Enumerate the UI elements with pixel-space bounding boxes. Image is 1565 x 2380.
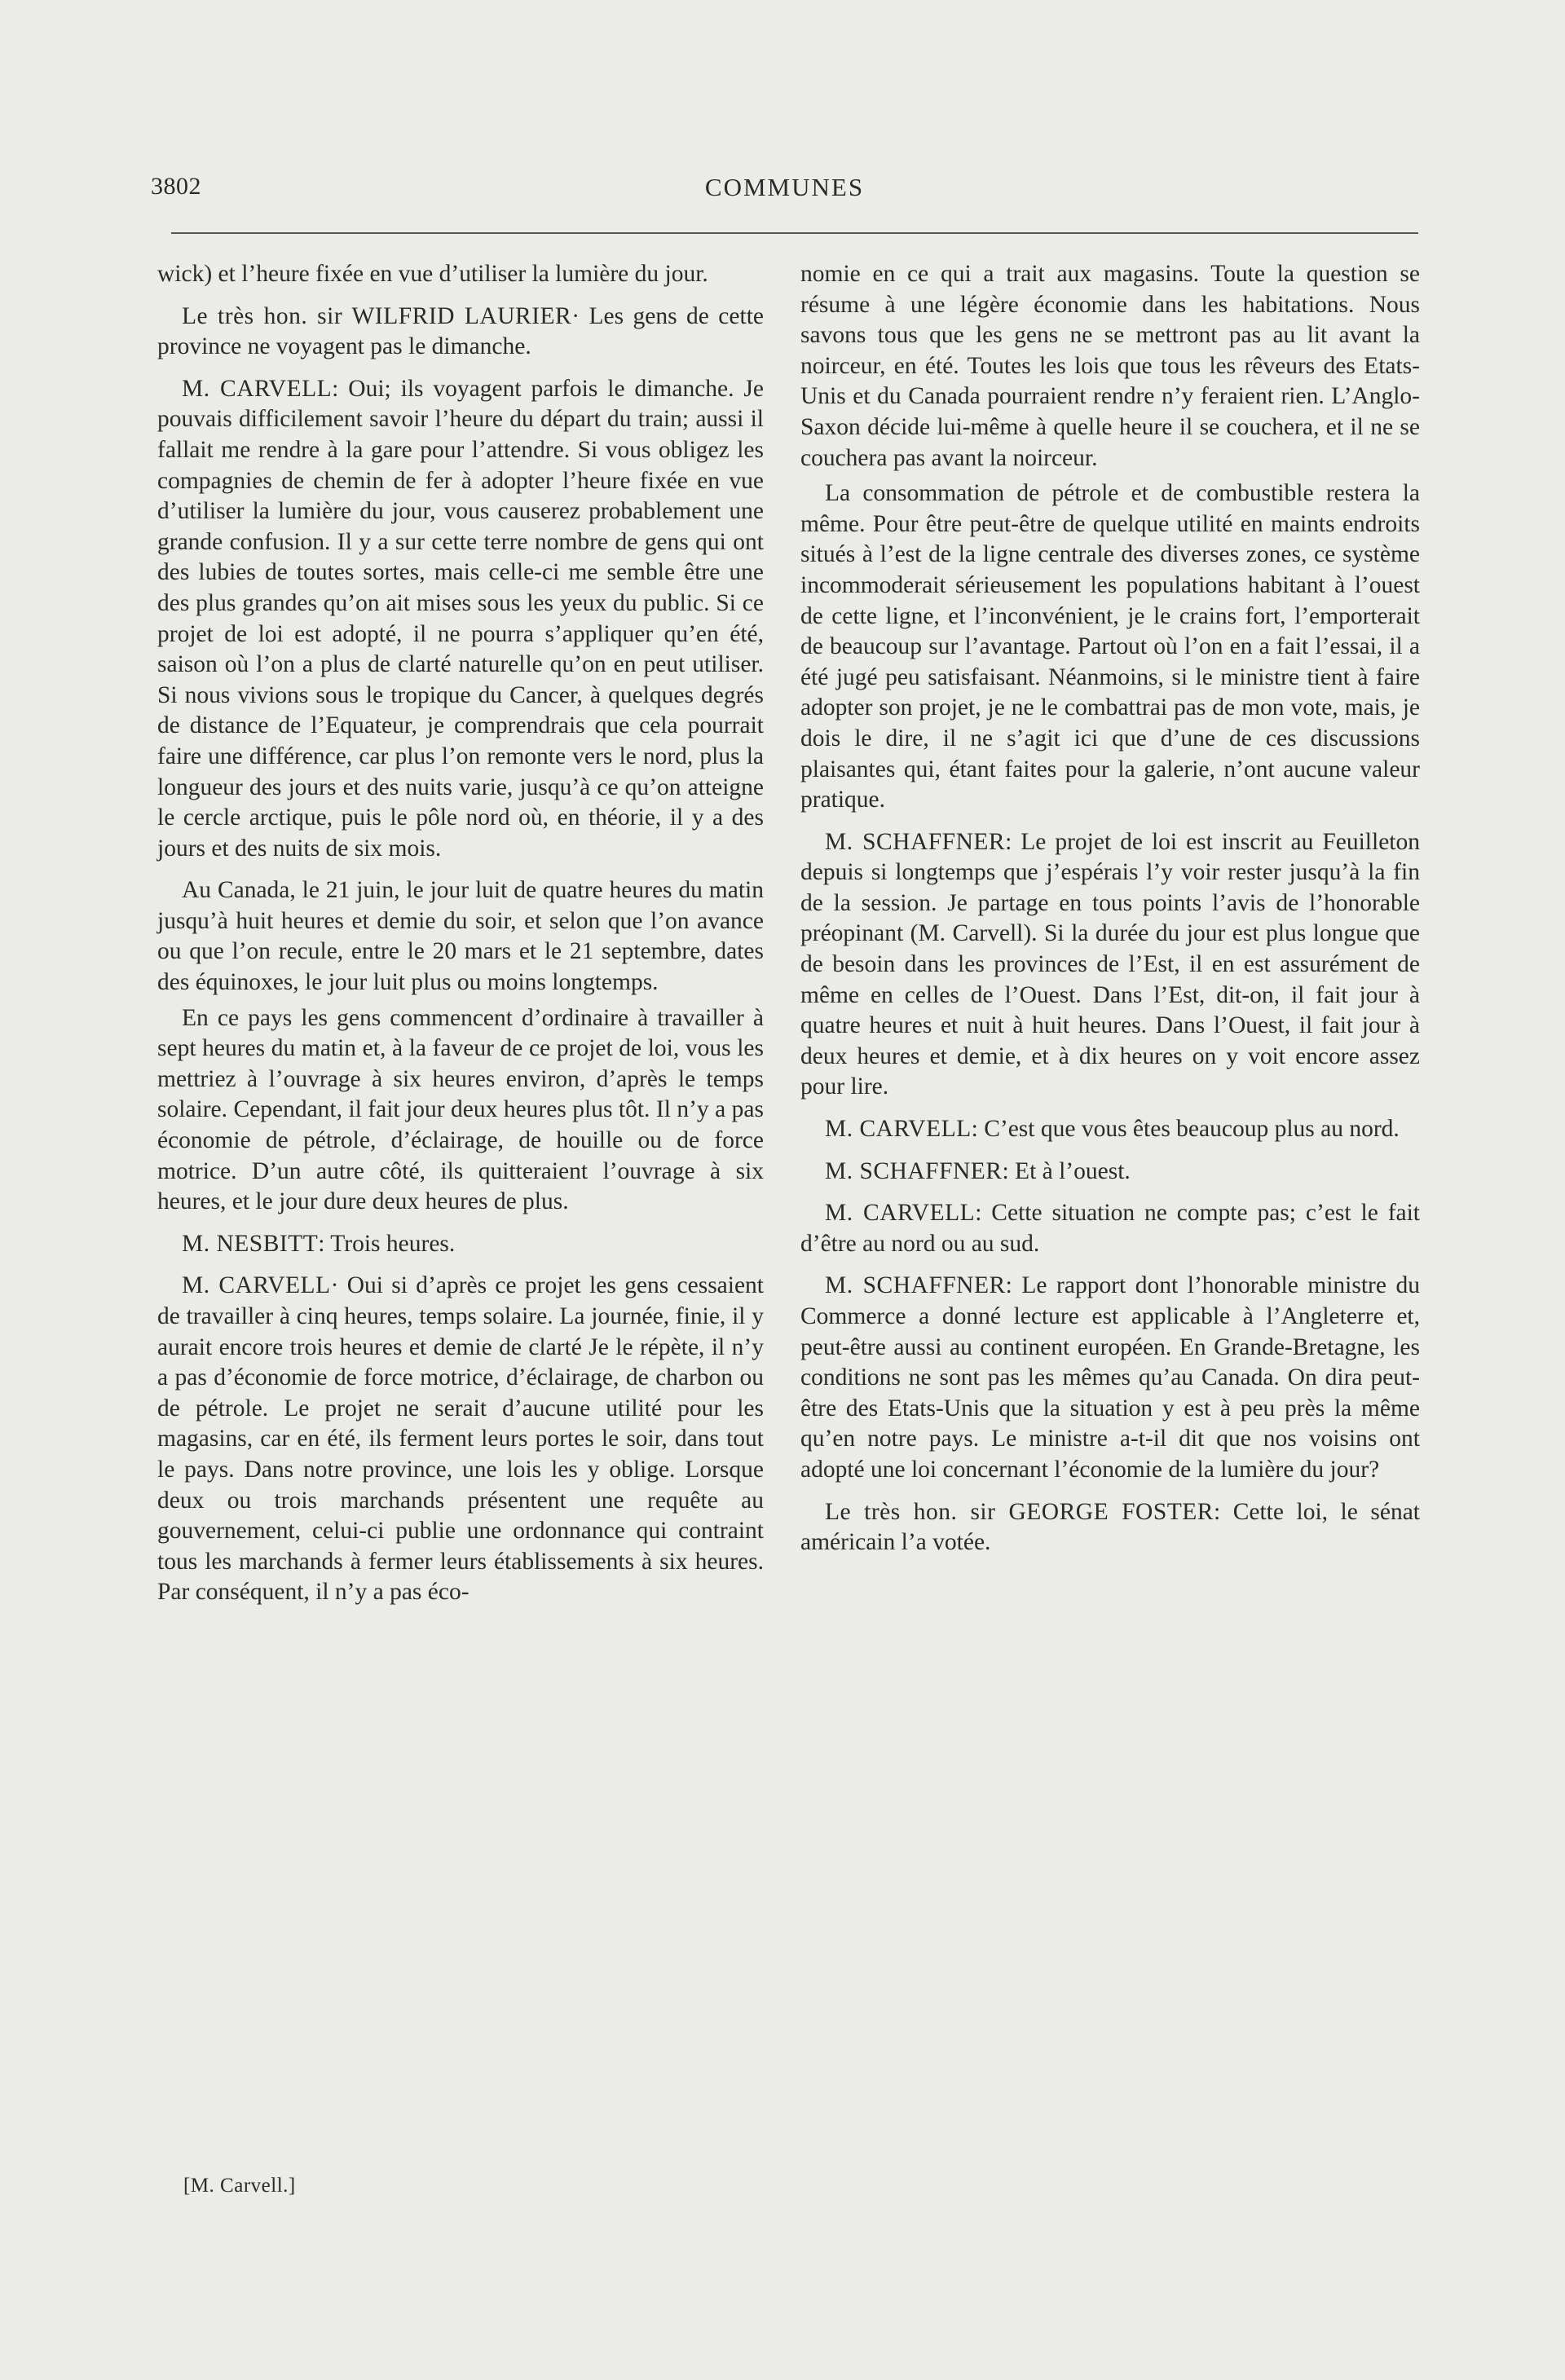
paragraph-text: · Oui si d’après ce projet les gens cessaient de travailler à cinq heures, temps solaire. La journée, finie, il y aurait encore trois heures et demie de clarté Je le répète, il n’y a pas d’économie de force motrice, d’éclairage, de charbon ou de pétrole. Le projet ne serait d’aucune utilité pour les magasins, car en été, ils ferment leurs portes le soir, dans tout le pays. Dans notre province, une lois les y oblige. Lorsque deux ou trois marchands présentent une requête au gouvernement, celui-ci publie une ordonnance qui contraint tous les marchands à fermer leurs établissements à six heures. Par conséquent, il n’y a pas éco- — [157, 1272, 765, 1606]
paragraph-text: : Le projet de loi est inscrit au Feuilleton depuis si longtemps que j’espérais l’y voir rester jusqu’à la fin de la session. Je partage en tous points l’avis de l’honorable préopinant (M. Carvell). Si la durée du jour est plus longue que de besoin dans les provinces de l’Est, il en est assurément de même en celles de l’Ouest. Dans l’Est, dit-on, il fait jour à quatre heures et nuit à huit heures. Dans l’Ouest, il fait jour à deux heures et demie, et à dix heures on y voit encore assez pour lire. — [800, 828, 1420, 1100]
paragraph-text: En ce pays les gens commencent d’ordinaire à travailler à sept heures du matin et, à la faveur de ce projet de loi, vous les mettriez à l’ouvrage à six heures environ, d’après le temps solaire. Cependant, il fait jour deux heures plus tôt. Il n’y a pas économie de pétrole, d’éclairage, de houille ou de force motrice. D’un autre côté, ils quitteraient l’ouvrage à six heures, et le jour dure deux heures de plus. — [157, 1004, 764, 1215]
paragraph — [800, 1271, 1420, 1485]
paragraph-text: · Les gens de cette province ne voyagent pas le dimanche. — [157, 302, 764, 360]
paragraph — [800, 827, 1420, 1103]
paragraph-text: nomie en ce qui a trait aux magasins. Toute la question se résume à une légère économie dans les habitations. Nous savons tous que les gens ne se mettront pas au lit avant la noirceur, en été. Toutes les lois que tous les rêveurs des Etats-Unis et du Canada pourraient rendre n’y feraient rien. L’Anglo-Saxon décide lui-même à quelle heure il se couchera, et il ne se couchera pas avant la noirceur. — [800, 261, 1420, 471]
paragraph — [800, 1198, 1420, 1259]
paragraph-text: wick) et l’heure fixée en vue d’utiliser la lumière du jour. — [157, 261, 708, 287]
paragraph — [800, 1497, 1420, 1558]
speaker-name: M. CARVELL — [825, 1116, 972, 1143]
speaker-name: M. CARVELL — [182, 1272, 331, 1299]
speaker-name: M. SCHAFFNER — [825, 828, 1006, 855]
paragraph — [157, 1003, 764, 1218]
speaker-name: M. SCHAFFNER — [825, 1272, 1006, 1299]
header-rule — [171, 232, 1418, 234]
speaker-name: M. CARVELL — [182, 375, 333, 402]
speaker-name: Le très hon. sir GEORGE FOSTER — [825, 1498, 1214, 1525]
left-column — [157, 259, 764, 1620]
paragraph — [157, 875, 764, 998]
page-number: 3802 — [151, 173, 201, 200]
paragraph — [157, 302, 764, 363]
paragraph-text: : Cette situation ne compte pas; c’est le fait d’être au nord ou au sud. — [800, 1200, 1421, 1257]
paragraph — [800, 1114, 1420, 1145]
paragraph — [800, 1157, 1420, 1188]
paragraph-text: : Et à l’ouest. — [1002, 1157, 1131, 1184]
paragraph-text: : Cette loi, le sénat américain l’a votée. — [800, 1498, 1421, 1556]
running-title: COMMUNES — [704, 173, 865, 201]
speaker-name: M. SCHAFFNER — [825, 1157, 1003, 1184]
right-column — [800, 259, 1420, 1570]
paragraph — [157, 1271, 764, 1608]
speaker-name: M. CARVELL — [825, 1200, 976, 1227]
paragraph — [157, 374, 764, 865]
paragraph — [157, 1229, 764, 1260]
page-header — [151, 173, 1418, 205]
paragraph — [157, 259, 764, 290]
paragraph-text: Au Canada, le 21 juin, le jour luit de quatre heures du matin jusqu’à huit heures et demie du soir, et selon que l’on avance ou que l’on recule, entre le 20 mars et le 21 septembre, dates des équinoxes, le jour luit plus ou moins longtemps. — [157, 877, 764, 996]
paragraph-text: : Oui; ils voyagent parfois le dimanche. Je pouvais difficilement savoir l’heure du départ du train; aussi il fallait me rendre à la gare pour l’attendre. Si vous obligez les compagnies de chemin de fer à adopter l’heure fixée en vue d’utiliser la lumière du jour, vous causerez probablement une grande confusion. Il y a sur cette terre nombre de gens qui ont des lubies de toutes sortes, mais celle-ci me semble être une des plus grandes qu’on ait mises sous les yeux du public. Si ce projet de loi est adopté, il ne pourra s’appliquer qu’en été, saison où l’on a plus de clarté naturelle qu’on en peut utiliser. Si nous vivions sous le tropique du Cancer, à quelques degrés de distance de l’Equateur, je comprendrais que cela pourrait faire une différence, car plus l’on remonte vers le nord, plus la longueur des jours et des nuits varie, jusqu’à ce qu’on atteigne le cercle arctique, puis le pôle nord où, en théorie, il y a des jours et des nuits de six mois. — [157, 375, 764, 862]
paragraph-text: La consommation de pétrole et de combustible restera la même. Pour être peut-être de quelque utilité en maints endroits situés à l’est de la ligne centrale des diverses zones, ce système incommoderait sérieusement les populations habitant à l’ouest de cette ligne, et l’inconvénient, je le crains fort, l’emporterait de beaucoup sur l’avantage. Partout où l’on en a fait l’essai, il a été jugé peu satisfaisant. Néanmoins, si le ministre tient à faire adopter son projet, je ne le combattrai pas de mon vote, mais, je dois le dire, il ne s’agit ici que d’une de ces discussions plaisantes qui, étant faites pour la galerie, n’ont aucune valeur pratique. — [800, 480, 1420, 813]
paragraph — [800, 478, 1420, 816]
paragraph-text: : Le rapport dont l’honorable ministre du Commerce a donné lecture est applicable à l’Angleterre et, peut-être aussi au continent européen. En Grande-Bretagne, les conditions ne sont pas les mêmes qu’au Canada. On dira peut-être des Etats-Unis que la situation y est à peu près la même qu’en notre pays. Le ministre a-t-il dit que nos voisins ont adopté une loi concernant l’économie de la lumière du jour? — [800, 1272, 1420, 1483]
speaker-name: M. NESBITT — [182, 1230, 319, 1257]
paragraph-text: : Trois heures. — [318, 1230, 456, 1257]
paragraph — [800, 259, 1420, 474]
speaker-name: Le très hon. sir WILFRID LAURIER — [182, 302, 572, 329]
speaker-footnote: [M. Carvell.] — [183, 2175, 296, 2197]
paragraph-text: : C’est que vous êtes beaucoup plus au nord. — [971, 1116, 1400, 1143]
